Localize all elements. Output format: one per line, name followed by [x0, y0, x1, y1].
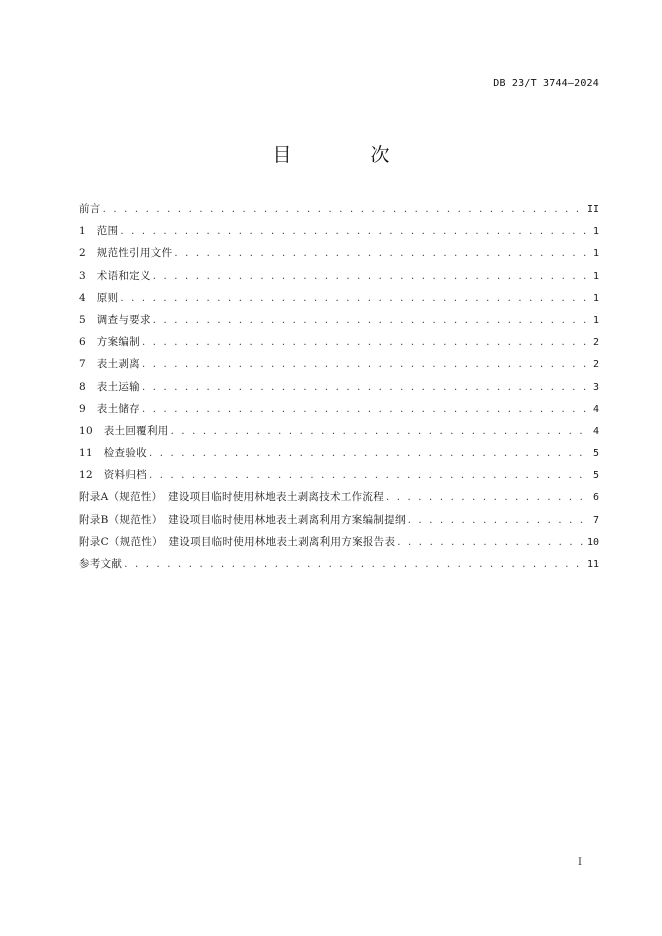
- toc-entry-label: 6 方案编制: [79, 336, 140, 349]
- dot-leader: [386, 492, 588, 503]
- toc-entry-plan-preparation[interactable]: [79, 334, 599, 356]
- toc-entry-bibliography[interactable]: [79, 556, 599, 578]
- toc-entry-page: 1: [592, 248, 599, 260]
- dot-leader: [103, 204, 584, 215]
- dot-leader: [124, 559, 584, 570]
- toc-entry-topsoil-stripping[interactable]: [79, 356, 599, 378]
- toc-entry-appendix-a[interactable]: [79, 489, 599, 511]
- toc-entry-topsoil-reuse[interactable]: [79, 423, 599, 445]
- toc-entry-page: 1: [592, 314, 599, 326]
- toc-entry-scope[interactable]: [79, 223, 599, 245]
- toc-entry-label: 7 表土剥离: [79, 358, 140, 371]
- dot-leader: [397, 537, 584, 548]
- toc-entry-label: 8 表土运输: [79, 380, 140, 393]
- dot-leader: [174, 248, 588, 259]
- dot-leader: [408, 515, 588, 526]
- dot-leader: [142, 404, 588, 415]
- dot-leader: [153, 271, 588, 282]
- toc-entry-terms[interactable]: [79, 268, 599, 290]
- toc-entry-page: 6: [592, 492, 599, 504]
- dot-leader: [120, 226, 588, 237]
- toc-entry-label: 参考文献: [79, 558, 123, 570]
- toc-entry-page: 5: [592, 448, 599, 460]
- dot-leader: [153, 315, 588, 326]
- toc-entry-page: II: [586, 204, 599, 215]
- toc-entry-page: 1: [592, 226, 599, 238]
- toc-entry-label: 2 规范性引用文件: [79, 247, 173, 260]
- dot-leader: [149, 448, 588, 459]
- toc-entry-label: 4 原则: [79, 291, 119, 304]
- toc-entry-label: 1 范围: [79, 225, 119, 238]
- toc-entry-label: 附录B（规范性） 建设项目临时使用林地表土剥离利用方案编制提纲: [79, 513, 406, 526]
- toc-entry-page: 2: [592, 337, 599, 349]
- dot-leader: [142, 337, 588, 348]
- toc-entry-page: 1: [592, 270, 599, 282]
- toc-entry-page: 11: [586, 559, 599, 570]
- toc-entry-survey[interactable]: [79, 312, 599, 334]
- toc-entry-inspection[interactable]: [79, 445, 599, 467]
- toc-entry-archiving[interactable]: [79, 467, 599, 489]
- toc-entry-appendix-c[interactable]: [79, 534, 599, 556]
- toc-title: 目 次: [272, 144, 420, 166]
- toc-entry-page: 2: [592, 359, 599, 371]
- toc-entry-label: 10 表土回覆利用: [79, 424, 169, 437]
- toc-list: [79, 201, 599, 578]
- toc-entry-topsoil-storage[interactable]: [79, 401, 599, 423]
- toc-entry-page: 10: [586, 536, 599, 548]
- toc-entry-label: 前言: [79, 203, 101, 215]
- toc-entry-page: 7: [592, 514, 599, 526]
- toc-entry-label: 12 资料归档: [79, 469, 147, 482]
- toc-entry-label: 11 检查验收: [79, 447, 147, 460]
- dot-leader: [120, 293, 588, 304]
- toc-entry-label: 9 表土储存: [79, 402, 140, 415]
- dot-leader: [142, 382, 588, 393]
- toc-entry-label: 3 术语和定义: [79, 269, 151, 282]
- toc-entry-appendix-b[interactable]: [79, 512, 599, 534]
- toc-entry-label: 5 调查与要求: [79, 313, 151, 326]
- dot-leader: [142, 359, 588, 370]
- toc-entry-page: 5: [592, 470, 599, 482]
- document-code: DB 23/T 3744—2024: [493, 78, 599, 89]
- toc-entry-foreword[interactable]: [79, 201, 599, 223]
- toc-entry-principles[interactable]: [79, 290, 599, 312]
- toc-entry-page: 3: [592, 381, 599, 393]
- toc-entry-label: 附录C（规范性） 建设项目临时使用林地表土剥离利用方案报告表: [79, 535, 396, 548]
- toc-entry-normative-references[interactable]: [79, 245, 599, 267]
- dot-leader: [149, 470, 588, 481]
- toc-entry-topsoil-transport[interactable]: [79, 379, 599, 401]
- page-number: I: [578, 857, 582, 868]
- toc-entry-page: 4: [592, 403, 599, 415]
- toc-entry-page: 4: [592, 425, 599, 437]
- toc-entry-page: 1: [592, 292, 599, 304]
- dot-leader: [171, 426, 588, 437]
- toc-entry-label: 附录A（规范性） 建设项目临时使用林地表土剥离技术工作流程: [79, 491, 385, 504]
